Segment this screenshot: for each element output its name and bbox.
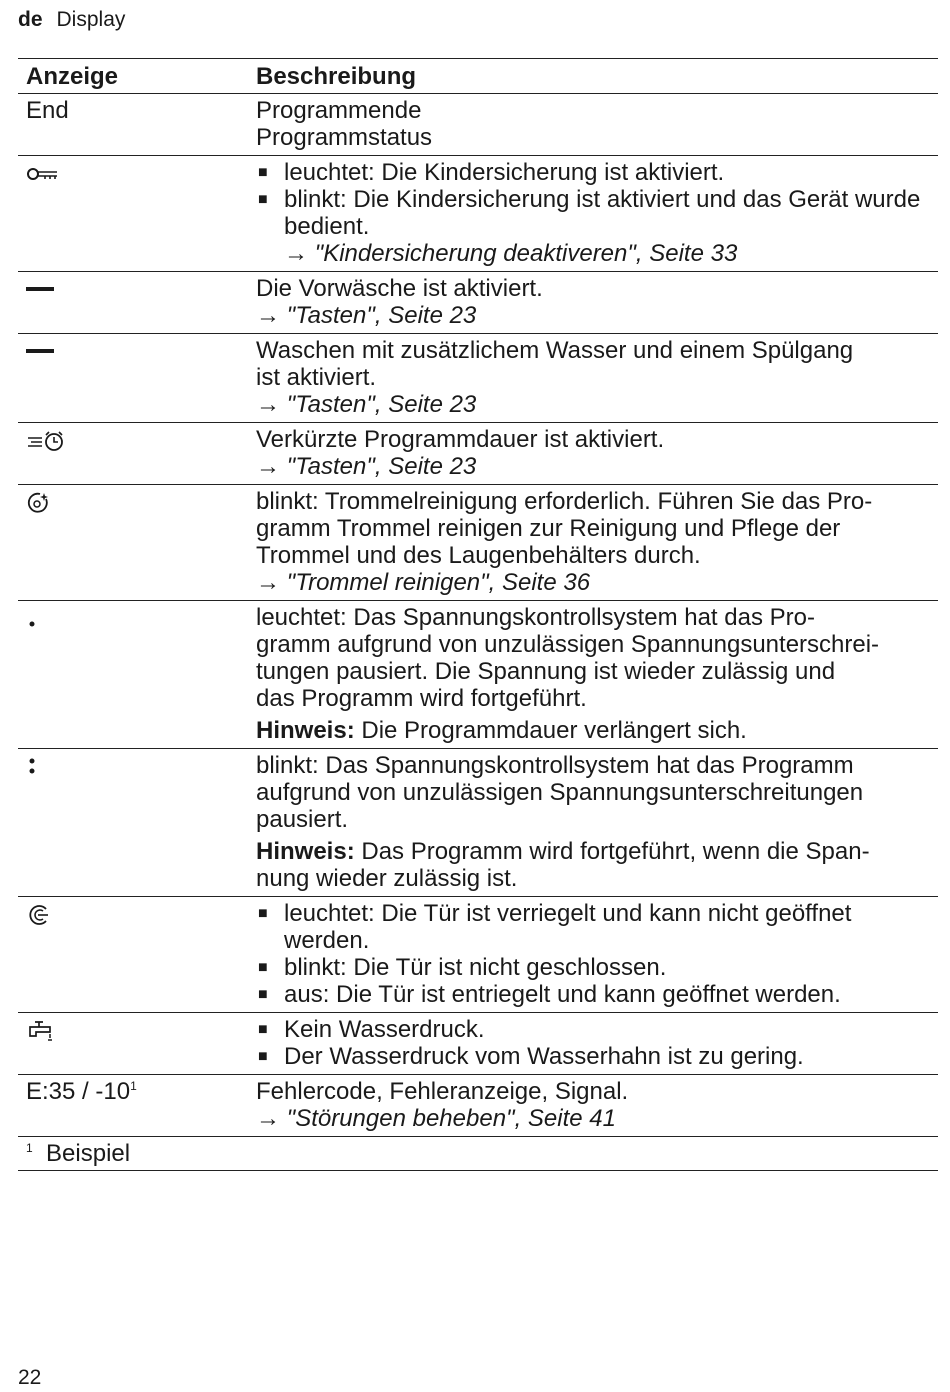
- description-cell: [256, 272, 938, 333]
- description-line: Trommel und des Laugenbehälters durch.: [256, 542, 701, 569]
- table-row: [18, 748, 938, 896]
- section-title: Display: [56, 8, 126, 31]
- description-line: gramm Trommel reinigen zur Reinigung und Pflege der: [256, 515, 841, 542]
- description-line: gramm aufgrund von unzulässigen Spannungsunterschrei-: [256, 631, 880, 658]
- single-dot-icon: [26, 606, 46, 632]
- description-line: Waschen mit zusätzlichem Wasser und einem Spülgang: [256, 337, 854, 364]
- prewash-bar-icon: [26, 280, 56, 300]
- description-line: ist aktiviert.: [256, 364, 377, 391]
- description-cell: [256, 94, 938, 155]
- list-item: ■ Der Wasserdruck vom Wasserhahn ist zu gering.: [258, 1043, 804, 1070]
- description-cell: [256, 1013, 938, 1074]
- description-cell: [256, 601, 938, 748]
- description-cell: [256, 156, 938, 271]
- table-row: [18, 271, 938, 333]
- child-lock-key-icon: [26, 164, 60, 184]
- double-dot-icon: [26, 754, 46, 780]
- water-tap-icon: [26, 1019, 56, 1043]
- list-item: ■ leuchtet: Die Kindersicherung ist aktiviert.: [258, 159, 725, 186]
- table-header-row: [18, 58, 938, 93]
- table-row: [18, 1074, 938, 1136]
- cross-reference[interactable]: → "Kindersicherung deaktiveren", Seite 33: [284, 240, 738, 267]
- description-line: leuchtet: Das Spannungskontrollsystem hat das Pro-: [256, 604, 815, 631]
- description-cell: [256, 1075, 938, 1136]
- door-lock-icon: [26, 903, 52, 927]
- description-line: Verkürzte Programmdauer ist aktiviert.: [256, 426, 665, 453]
- description-cell: [256, 423, 938, 484]
- description-line: pausiert.: [256, 806, 349, 833]
- table-footnote: $^1$ Beispiel: [18, 1136, 938, 1171]
- table-row: [18, 484, 938, 600]
- description-line: blinkt: Das Spannungskontrollsystem hat das Programm: [256, 752, 854, 779]
- note-continued: nung wieder zulässig ist.: [256, 865, 518, 892]
- list-item: ■ aus: Die Tür ist entriegelt und kann geöffnet werden.: [258, 981, 841, 1008]
- description-cell: [256, 749, 938, 896]
- page-number: 22: [18, 1366, 42, 1389]
- description-line: das Programm wird fortgeführt.: [256, 685, 587, 712]
- description-cell: [256, 334, 938, 422]
- note: Hinweis: Das Programm wird fortgeführt, wenn die Span-: [256, 838, 870, 865]
- display-code: End: [26, 97, 69, 124]
- list-item: ■ leuchtet: Die Tür ist verriegelt und kann nicht geöffnet werden.: [258, 900, 852, 954]
- table-row: [18, 155, 938, 271]
- description-cell: [256, 897, 938, 1012]
- description-line: Fehlercode, Fehleranzeige, Signal.: [256, 1078, 629, 1105]
- table-row: [18, 600, 938, 748]
- table-row: [18, 1012, 938, 1074]
- column-header-beschreibung: Beschreibung: [256, 63, 417, 90]
- list-item: ■ blinkt: Die Kindersicherung ist aktiviert und das Gerät wurde bedient.: [258, 186, 921, 240]
- extra-rinse-bar-icon: [26, 342, 56, 362]
- column-header-anzeige: Anzeige: [26, 63, 119, 90]
- description-line: Die Vorwäsche ist aktiviert.: [256, 275, 543, 302]
- table-row: [18, 333, 938, 422]
- description-line: blinkt: Trommelreinigung erforderlich. Führen Sie das Pro-: [256, 488, 873, 515]
- description-line: Programmstatus: [256, 124, 433, 151]
- cross-reference[interactable]: → "Trommel reinigen", Seite 36: [256, 569, 591, 596]
- cross-reference[interactable]: → "Störungen beheben", Seite 41: [256, 1105, 616, 1132]
- description-line: aufgrund von unzulässigen Spannungsunterschreitungen: [256, 779, 864, 806]
- cross-reference[interactable]: → "Tasten", Seite 23: [256, 453, 477, 480]
- display-code: E:35 / $-10^1$: [26, 1078, 137, 1105]
- description-line: tungen pausiert. Die Spannung ist wieder zulässig und: [256, 658, 836, 685]
- note: Hinweis: Die Programmdauer verlängert sich.: [256, 717, 747, 744]
- description-cell: [256, 485, 938, 600]
- display-table: [18, 58, 938, 1171]
- cross-reference[interactable]: → "Tasten", Seite 23: [256, 302, 477, 329]
- description-line: Programmende: [256, 97, 422, 124]
- list-item: ■ blinkt: Die Tür ist nicht geschlossen.: [258, 954, 667, 981]
- page-header: [18, 8, 125, 32]
- speed-clock-icon: [26, 429, 68, 453]
- table-row: [18, 93, 938, 155]
- drum-clean-icon: [26, 491, 52, 515]
- list-item: ■ Kein Wasserdruck.: [258, 1016, 485, 1043]
- table-row: [18, 896, 938, 1012]
- language-code: de: [18, 8, 43, 31]
- cross-reference[interactable]: → "Tasten", Seite 23: [256, 391, 477, 418]
- table-row: [18, 422, 938, 484]
